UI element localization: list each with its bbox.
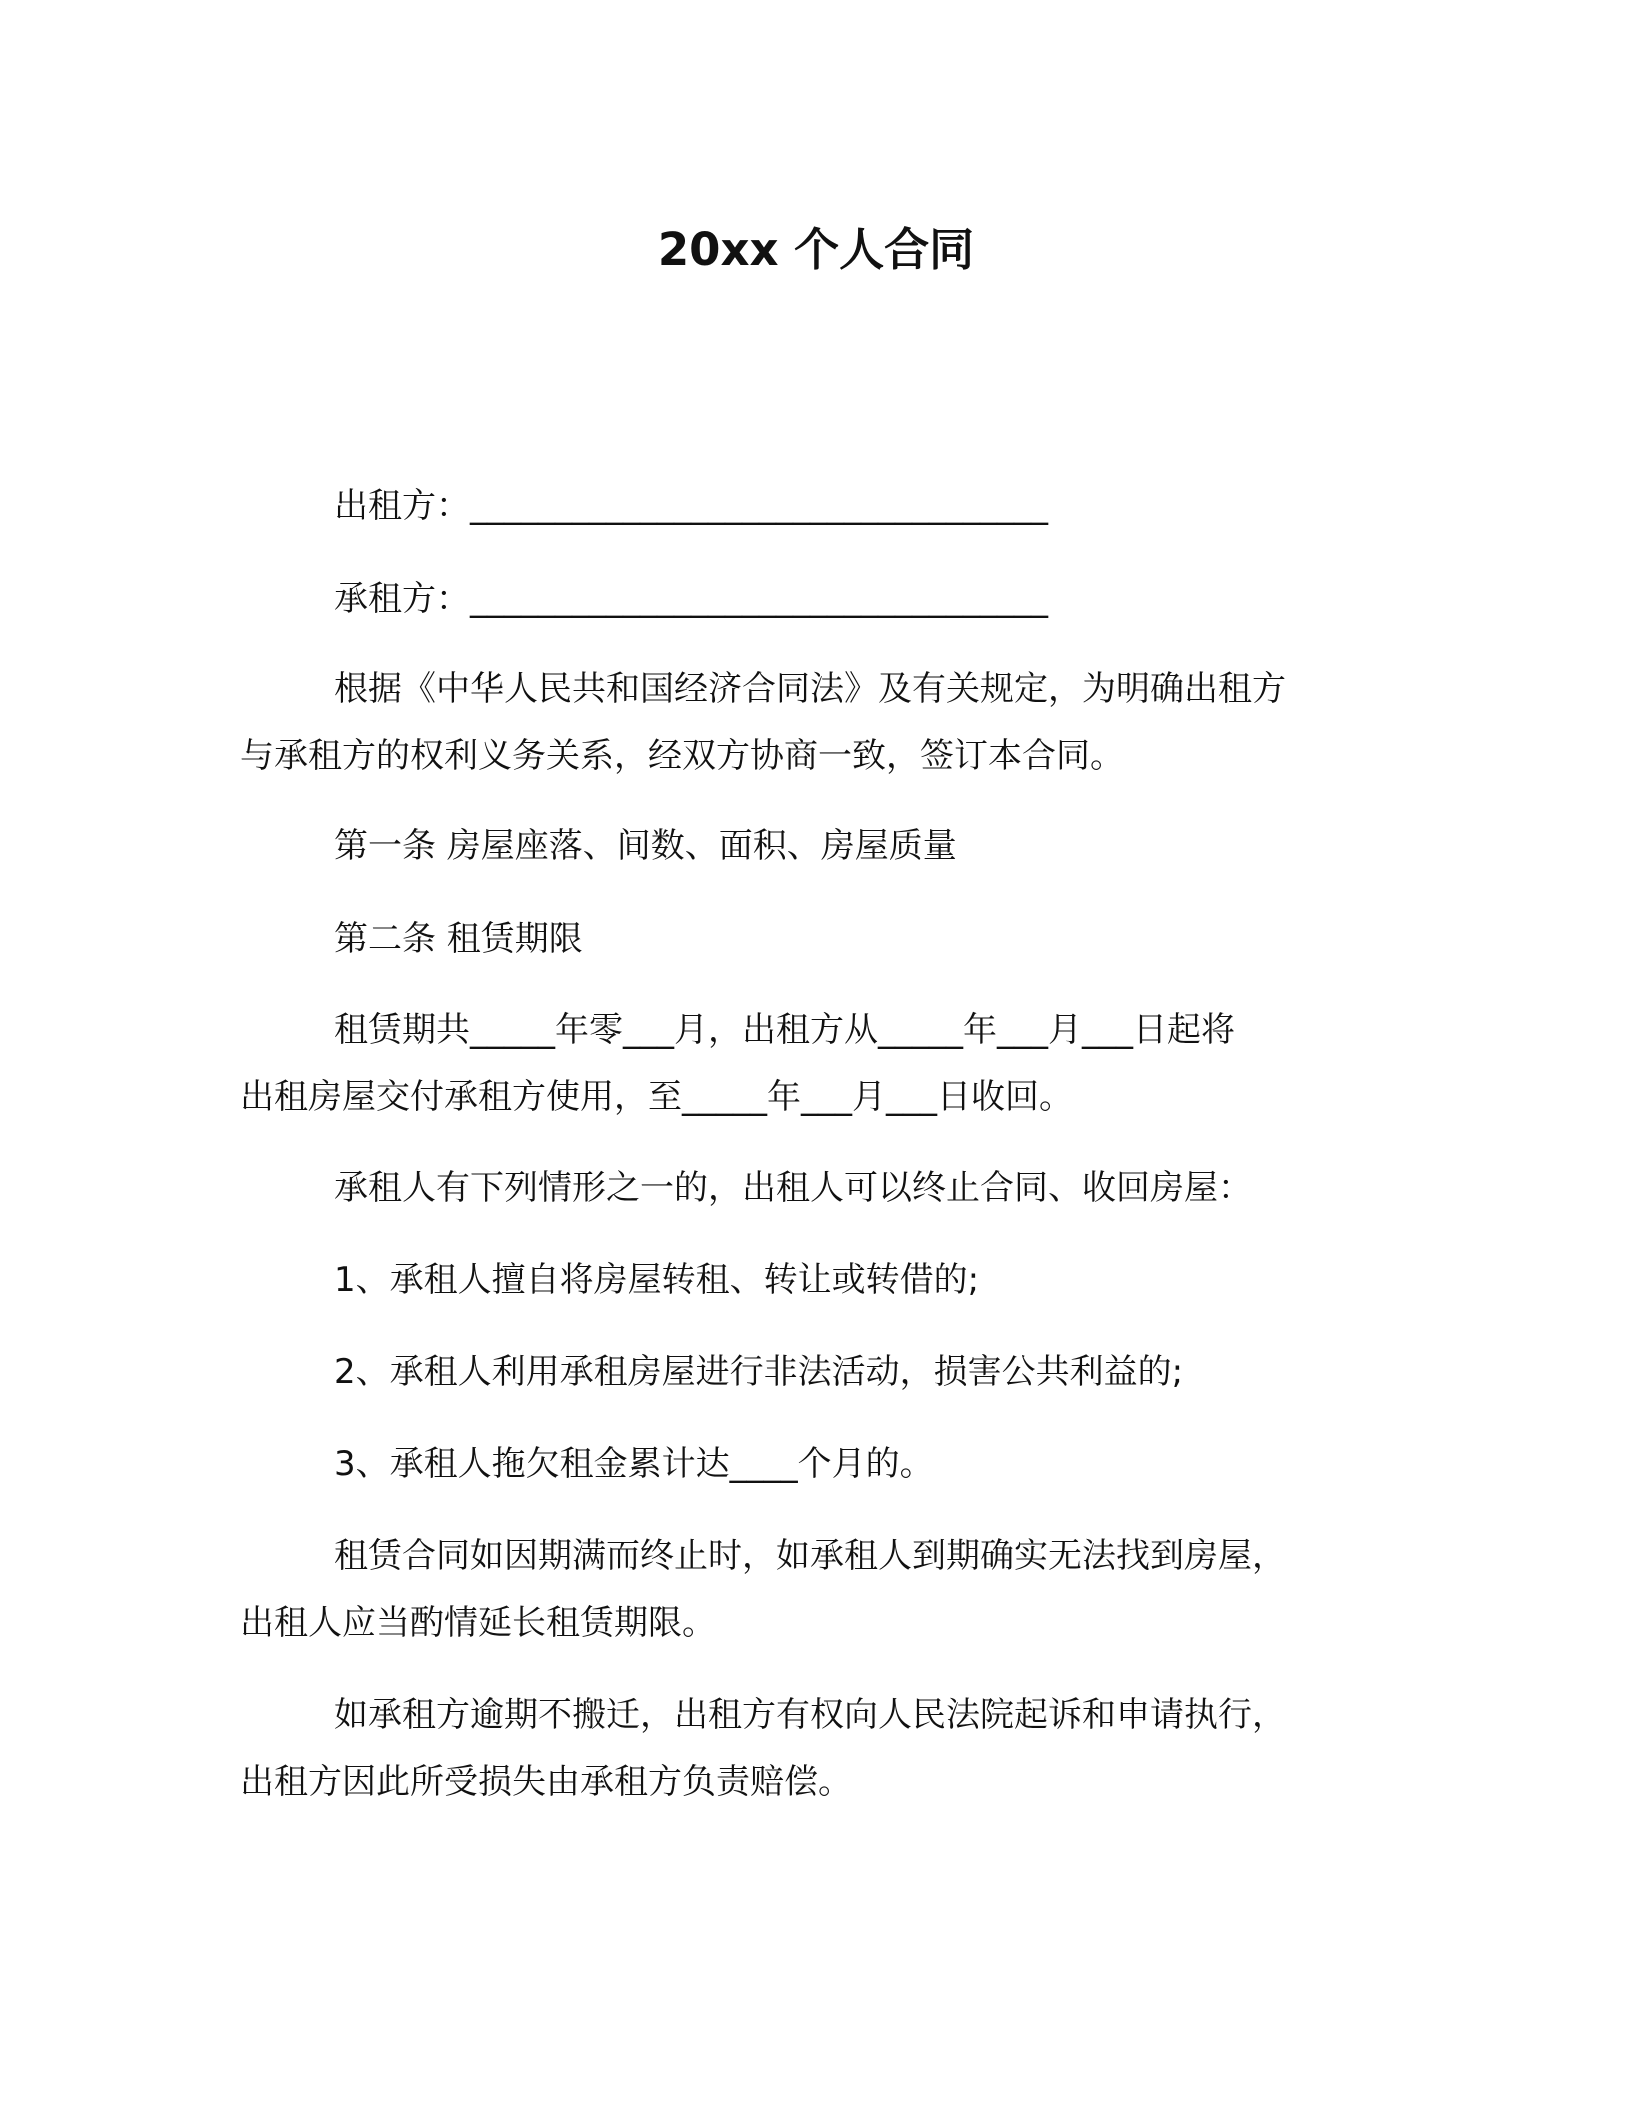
lessor-line: 出租方：__________________________________ xyxy=(334,486,1048,526)
intro-line-2: 与承租方的权利义务关系，经双方协商一致，签订本合同。 xyxy=(240,736,1124,776)
termination-intro: 承租人有下列情形之一的，出租人可以终止合同、收回房屋： xyxy=(334,1168,1252,1208)
overstay-line-2: 出租方因此所受损失由承租方负责赔偿。 xyxy=(240,1762,852,1802)
article-1-heading: 第一条 房屋座落、间数、面积、房屋质量 xyxy=(334,826,957,866)
term-line-2: 出租房屋交付承租方使用，至_____年___月___日收回。 xyxy=(240,1077,1073,1117)
overstay-line-1: 如承租方逾期不搬迁，出租方有权向人民法院起诉和申请执行， xyxy=(334,1695,1286,1735)
list-item-2: 2、承租人利用承租房屋进行非法活动，损害公共利益的; xyxy=(334,1352,1184,1392)
overstay-paragraph xyxy=(240,1682,1420,1816)
extension-line-2: 出租人应当酌情延长租赁期限。 xyxy=(240,1603,716,1643)
term-paragraph xyxy=(240,997,1420,1131)
article-2-heading: 第二条 租赁期限 xyxy=(334,919,583,959)
term-line-1: 租赁期共_____年零___月，出租方从_____年___月___日起将 xyxy=(334,1010,1235,1050)
extension-paragraph xyxy=(240,1523,1420,1657)
list-item-3: 3、承租人拖欠租金累计达____个月的。 xyxy=(334,1444,934,1484)
list-item-1: 1、承租人擅自将房屋转租、转让或转借的; xyxy=(334,1260,980,1300)
intro-line-1: 根据《中华人民共和国经济合同法》及有关规定，为明确出租方 xyxy=(334,669,1286,709)
extension-line-1: 租赁合同如因期满而终止时，如承租人到期确实无法找到房屋， xyxy=(334,1536,1286,1576)
document-title: 20xx 个人合同 xyxy=(657,223,975,276)
intro-paragraph xyxy=(240,656,1420,790)
lessee-line: 承租方：__________________________________ xyxy=(334,579,1048,619)
